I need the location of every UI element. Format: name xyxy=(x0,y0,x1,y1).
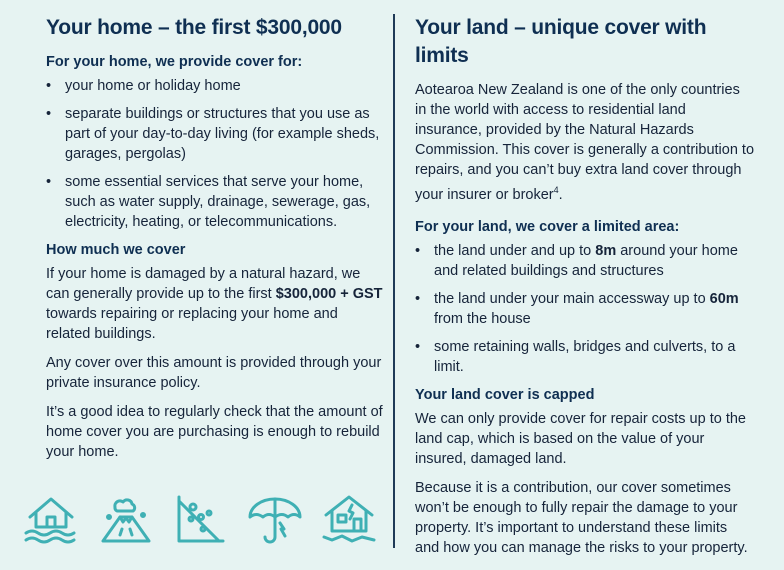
list-item-text: the land under and up to xyxy=(434,242,596,259)
private-insurance-paragraph: Any cover over this amount is provided through your private insurance policy. xyxy=(46,355,382,391)
footnote-marker: 4 xyxy=(553,185,559,195)
column-divider xyxy=(393,14,395,548)
list-item: • some retaining walls, bridges and culverts, to a limit. xyxy=(415,337,755,377)
land-intro-text: Aotearoa New Zealand is one of the only countries in the world with access to residential land insurance, provided by the Natural Hazards Commission. This cover is generally a contribution to repairs, and you can’t buy extra land cover through your insurer or broker xyxy=(415,82,755,203)
home-cover-heading: For your home, we provide cover for: xyxy=(46,54,303,70)
distance-value: 8m xyxy=(595,242,617,259)
how-much-text-start: If your home is damaged by a natural hazard, we can generally provide up to the first xyxy=(46,266,361,302)
land-cover-title: Your land – unique cover with limits xyxy=(415,16,707,67)
earthquake-house-icon xyxy=(318,487,380,549)
land-cover-column xyxy=(415,14,755,567)
volcano-icon xyxy=(95,487,157,549)
contribution-paragraph: Because it is a contribution, our cover sometimes won’t be enough to fully repair the damage to your property. It’s important to understand these limits and how you can manage the risks to your property. xyxy=(415,479,748,556)
land-intro-period: . xyxy=(558,186,563,203)
land-cap-paragraph: We can only provide cover for repair costs up to the land cap, which is based on the value of your insured, damaged land. xyxy=(415,410,746,467)
home-cover-column xyxy=(46,14,384,471)
land-area-list xyxy=(415,241,755,377)
distance-value: 60m xyxy=(709,290,739,307)
list-item: • your home or holiday home xyxy=(46,76,384,96)
how-much-text-end: towards repairing or replacing your home and related buildings. xyxy=(46,306,338,342)
land-intro-paragraph xyxy=(415,80,755,205)
list-item-text: the land under your main accessway up to xyxy=(434,290,710,307)
list-item-text: around your home and related buildings and structures xyxy=(434,242,738,279)
home-cap-amount: $300,000 + GST xyxy=(275,286,383,302)
land-cap-heading: Your land cover is capped xyxy=(415,386,595,403)
flood-house-icon xyxy=(20,487,82,549)
check-cover-paragraph: It’s a good idea to regularly check that the amount of home cover you are purchasing is enough to rebuild your home. xyxy=(46,404,383,460)
landslide-icon xyxy=(169,487,231,549)
list-item xyxy=(415,289,755,329)
how-much-paragraph xyxy=(46,264,384,344)
list-item xyxy=(415,241,755,281)
list-item: • separate buildings or structures that you use as part of your day-to-day living (for example sheds, garages, pergolas) xyxy=(46,104,384,164)
home-cover-list xyxy=(46,76,384,232)
list-item: • some essential services that serve your home, such as water supply, drainage, sewerage, gas, electricity, heating, or telecommunications. xyxy=(46,172,384,232)
list-item-text: from the house xyxy=(434,310,531,327)
land-area-heading: For your land, we cover a limited area: xyxy=(415,218,680,235)
how-much-heading: How much we cover xyxy=(46,242,186,258)
home-cover-title: Your home – the first $300,000 xyxy=(46,16,342,39)
storm-umbrella-icon xyxy=(244,487,306,549)
hazard-icons-row xyxy=(20,487,380,549)
